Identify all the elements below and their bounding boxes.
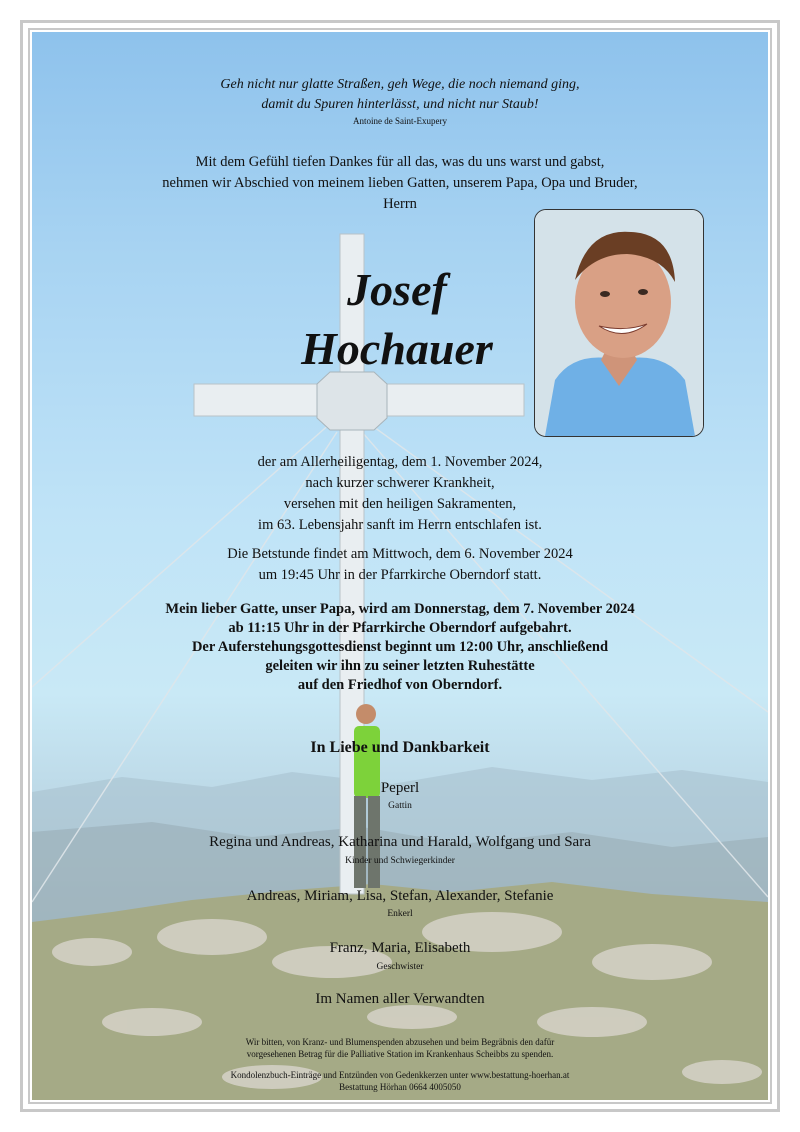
mourner-names: Franz, Maria, Elisabeth bbox=[329, 940, 471, 956]
funeral-line: Der Auferstehungsgottesdienst beginnt um 12:00 Uhr, anschließend bbox=[191, 639, 609, 655]
quote-author: Antoine de Saint-Exupery bbox=[353, 116, 447, 126]
quote-line: Geh nicht nur glatte Straßen, geh Wege, die noch niemand ging, bbox=[220, 77, 580, 92]
portrait-illustration bbox=[535, 210, 703, 436]
funeral-line: auf den Friedhof von Oberndorf. bbox=[297, 677, 503, 693]
quote-line: damit du Spuren hinterlässt, und nicht nur Staub! bbox=[261, 97, 539, 112]
death-notice-line: der am Allerheiligentag, dem 1. November 2024, bbox=[257, 454, 543, 470]
intro-line: Mit dem Gefühl tiefen Dankes für all das, was du uns warst und gabst, bbox=[195, 154, 605, 170]
death-notice-line: im 63. Lebensjahr sanft im Herrn entschlafen ist. bbox=[258, 517, 542, 533]
footer-contact bbox=[32, 1069, 768, 1093]
footer-line: Wir bitten, von Kranz- und Blumenspenden abzusehen und beim Begräbnis den dafür bbox=[245, 1037, 555, 1047]
funeral-line: geleiten wir ihn zu seiner letzten Ruhestätte bbox=[265, 658, 535, 674]
deceased-last-name: Hochauer bbox=[301, 323, 493, 374]
death-notice-line: versehen mit den heiligen Sakramenten, bbox=[283, 496, 517, 512]
intro-line: Herrn bbox=[383, 196, 417, 212]
footer-line: vorgesehenen Betrag für die Palliative Station im Krankenhaus Scheibbs zu spenden. bbox=[246, 1049, 554, 1059]
footer-line: Bestattung Hörhan 0664 4005050 bbox=[339, 1082, 461, 1092]
death-notice-line: nach kurzer schwerer Krankheit, bbox=[305, 475, 495, 491]
prayer-service bbox=[32, 544, 768, 586]
funeral-line: ab 11:15 Uhr in der Pfarrkirche Oberndorf aufgebahrt. bbox=[228, 620, 572, 636]
mourner-names: Andreas, Miriam, Lisa, Stefan, Alexander, Stefanie bbox=[246, 888, 554, 904]
mourner-names: Peperl bbox=[380, 780, 420, 796]
intro-line: nehmen wir Abschied von meinem lieben Gatten, unserem Papa, Opa und Bruder, bbox=[162, 175, 638, 191]
mourner-role: Enkerl bbox=[387, 909, 413, 919]
footer-donation bbox=[32, 1036, 768, 1060]
mourners-heading: In Liebe und Dankbarkeit bbox=[310, 739, 490, 756]
prayer-line: um 19:45 Uhr in der Pfarrkirche Oberndorf statt. bbox=[258, 567, 542, 583]
death-notice bbox=[32, 452, 768, 536]
footer-line: Kondolenzbuch-Einträge und Entzünden von Gedenkkerzen unter www.bestattung-hoerhan.at bbox=[230, 1070, 570, 1080]
portrait-photo bbox=[534, 209, 704, 437]
mourners-closing: Im Namen aller Verwandten bbox=[315, 991, 485, 1007]
intro-text bbox=[32, 152, 768, 215]
mourner-names: Regina und Andreas, Katharina und Harald, Wolfgang und Sara bbox=[209, 834, 591, 850]
funeral-line: Mein lieber Gatte, unser Papa, wird am Donnerstag, dem 7. November 2024 bbox=[165, 601, 635, 617]
funeral-details bbox=[32, 600, 768, 695]
deceased-first-name: Josef bbox=[347, 264, 447, 315]
prayer-line: Die Betstunde findet am Mittwoch, dem 6. November 2024 bbox=[227, 546, 573, 562]
quote bbox=[32, 75, 768, 115]
mourner-role: Geschwister bbox=[376, 962, 424, 972]
mourner-role: Kinder und Schwiegerkinder bbox=[345, 856, 455, 866]
mourner-role: Gattin bbox=[388, 801, 412, 811]
